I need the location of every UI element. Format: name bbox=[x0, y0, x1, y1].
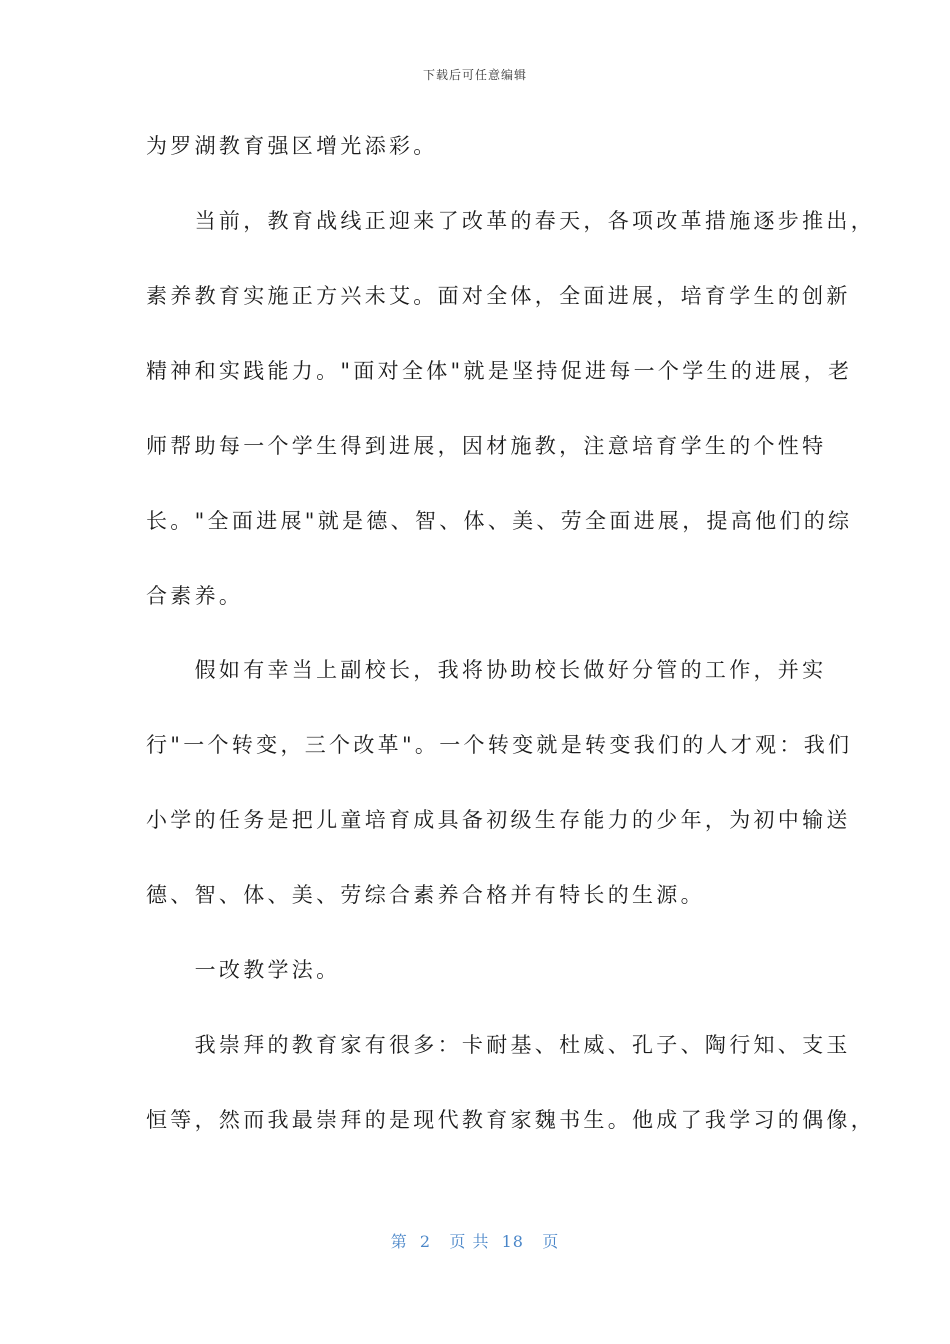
body-line: 长。"全面进展"就是德、智、体、美、劳全面进展，提高他们的综 bbox=[146, 509, 853, 533]
body-line: 一改教学法。 bbox=[146, 958, 341, 982]
body-line: 师帮助每一个学生得到进展，因材施教，注意培育学生的个性特 bbox=[146, 434, 827, 458]
body-line: 行"一个转变，三个改革"。一个转变就是转变我们的人才观：我们 bbox=[146, 733, 853, 757]
body-line: 假如有幸当上副校长，我将协助校长做好分管的工作，并实 bbox=[146, 658, 827, 682]
body-line: 我崇拜的教育家有很多：卡耐基、杜威、孔子、陶行知、支玉 bbox=[146, 1033, 851, 1057]
body-line: 合素养。 bbox=[146, 584, 244, 608]
body-line: 精神和实践能力。"面对全体"就是坚持促进每一个学生的进展，老 bbox=[146, 359, 853, 383]
body-line: 素养教育实施正方兴未艾。面对全体，全面进展，培育学生的创新 bbox=[146, 284, 851, 308]
body-line: 恒等，然而我最崇拜的是现代教育家魏书生。他成了我学习的偶像， bbox=[146, 1108, 875, 1132]
body-line: 小学的任务是把儿童培育成具备初级生存能力的少年，为初中输送 bbox=[146, 808, 851, 832]
body-line: 为罗湖教育强区增光添彩。 bbox=[146, 134, 438, 158]
page-header: 下载后可任意编辑 bbox=[422, 68, 527, 82]
page-footer: 第 2 页 共 18 页 bbox=[390, 1232, 560, 1251]
body-line: 当前，教育战线正迎来了改革的春天，各项改革措施逐步推出， bbox=[146, 209, 875, 233]
body-line: 德、智、体、美、劳综合素养合格并有特长的生源。 bbox=[146, 883, 705, 907]
